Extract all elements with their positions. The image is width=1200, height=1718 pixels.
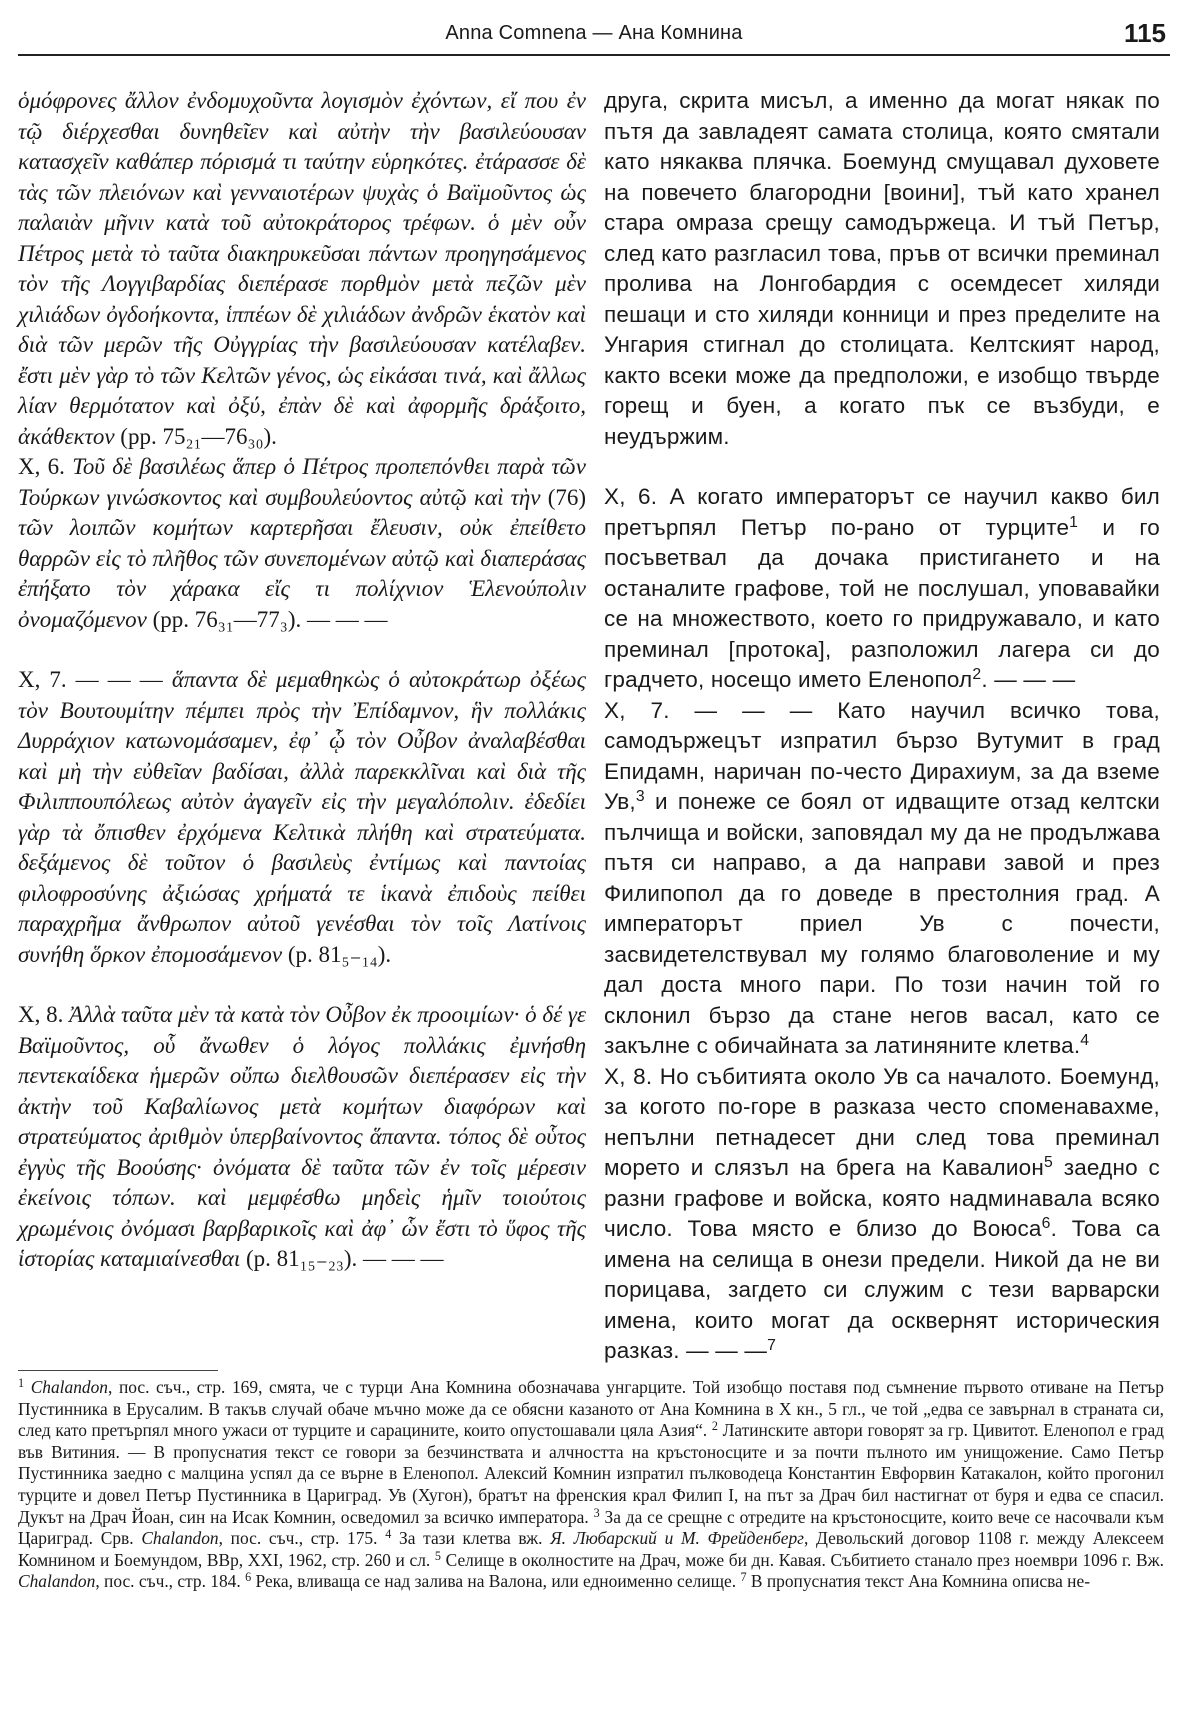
footnote-marker[interactable]: 1 — [1069, 513, 1079, 531]
greek-column — [18, 86, 586, 1275]
translation-paragraph-3 — [604, 696, 1160, 1062]
author-name: Я. Любарский и М. Фрейденберг — [550, 1528, 804, 1549]
greek-paragraph-2 — [18, 452, 586, 635]
translation-text: и понеже се боял от идващите отзад келтски пълчища и войски, заповядал му да не продължава пътя си направо, а да направи завой и през Филипопол да го доведе в престолния град. А императорът приел Ув с почести, засвидетелствувал му голямо благоволение и му дал доста много пари. По този начин той го склонил бързо да стане негов васал, като се закълне с обичайната за латиняните клетва. — [604, 789, 1160, 1058]
greek-text: τῶν λοιπῶν κομήτων καρτερῆσαι ἔλευσιν, οὐκ ἐπείθετο θαρρῶν εἰς τὸ πλῆθος τῶν συνεπομένων αὐτῷ καὶ διαπεράσας ἐπήξατο τὸν χάρακα εἴς τι πολίχνιον Ἑλενούπολιν ὀνομαζόμενον — [18, 515, 586, 632]
footnote-number: 5 — [434, 1548, 441, 1563]
page-number: 115 — [1124, 18, 1166, 48]
greek-paragraph-1 — [18, 86, 586, 452]
footnote-text: В пропуснатия текст Ана Комнина описва не- — [750, 1571, 1090, 1592]
footnote-marker[interactable]: 3 — [635, 788, 645, 806]
footnote-marker[interactable]: 5 — [1043, 1154, 1053, 1172]
footnote-number: 3 — [593, 1505, 600, 1520]
translation-paragraph-2 — [604, 482, 1160, 696]
footnote-rule — [18, 1370, 218, 1371]
footnote-text: , пос. съч., стр. 184. — [95, 1571, 241, 1592]
section-label: X, 6. — [18, 454, 65, 479]
footnote-number: 2 — [711, 1419, 718, 1434]
footnote-6 — [245, 1571, 740, 1591]
paragraph-gap — [18, 635, 586, 665]
footnote-7 — [740, 1571, 1090, 1591]
footnote-marker[interactable]: 7 — [767, 1337, 777, 1355]
footnote-text: Селище в околностите на Драч, може би дн. Кавая. Събитието станало през ноември 1096 г. Вж. — [445, 1549, 1164, 1570]
footnote-number: 4 — [385, 1527, 392, 1542]
page-reference: (p. 81₅₋₁₄). — [287, 941, 392, 967]
footnote-text: За да се срещне с отредите на кръстоносците, които вече се насочвали към Цариград. Срв. — [18, 1506, 1164, 1549]
translation-text: . — — — — [981, 667, 1076, 692]
page-reference: (pp. 75₂₁—76₃₀). — [120, 423, 277, 449]
paragraph-gap — [604, 452, 1160, 482]
translation-text: заедно с разни графове и войска, която надминавала всяко число. Това място е близо до Воюса — [604, 1155, 1161, 1241]
translation-text: X, 6. А когато императорът се научил какво бил претърпял Петър по-рано от турците — [604, 484, 1160, 540]
footnote-text: , Девольский договор 1108 г. между Алексеем Комнином и Боемундом, ВВр, XXI, 1962, стр. 260 и сл. — [18, 1528, 1164, 1570]
translation-text: . Това са имена на селища в онези предели. Никой да не ви порицава, загдето си служим с тези варварски имена, които могат да осквернят историческия разказ. — — — — [604, 1216, 1160, 1363]
translation-text: и го посъветвал да дочака пристигането и на останалите графове, той не послушал, уповавайки се на множеството, което го придружавало, и като преминал [протока], разположил лагера си до градчето, носещо името Еленопол — [604, 514, 1160, 692]
footnote-marker[interactable]: 6 — [1041, 1215, 1051, 1233]
footnote-text: За тази клетва вж. — [399, 1528, 543, 1549]
greek-text: ἅπαντα δὲ μεμαθηκὼς ὁ αὐτοκράτωρ ὀξέως τὸν Βουτουμίτην πέμπει πρὸς τὴν Ἐπίδαμνον, ἣν πολλάκις Δυρράχιον κατωνομάσαμεν, ἐφ᾽ ᾧ τὸν Οὖβον ἀναλαβέσθαι καὶ μὴ τὴν εὐθεῖαν βαδίσαι, ἀλλὰ παρεκκλῖναι καὶ διὰ τῆς Φιλιππουπόλεως αὐτὸν ἀγαγεῖν εἰς τὴν μεγαλόπολιν. ἐδεδίει γὰρ τὰ ὄπισθεν ἐρχόμενα Κελτικὰ πλήθη καὶ στρατεύματα. δεξάμενος δὲ τοῦτον ὁ βασιλεὺς ἐντίμως καὶ παντοίας φιλοφροσύνης ἀξιώσας χρήματά τε ἱκανὰ ἐπιδοὺς πείθει παραχρῆμα ἄνθρωπον αὐτοῦ γενέσθαι τὸν τοῖς Λατίνοις συνήθη ὅρκον ἐπομοσάμενον — [18, 667, 586, 967]
footnote-text: , пос. съч., стр. 169, смята, че с турци Ана Комнина обозначава унгарците. Той изобщо поставя под съмнение първото отиване на Петър Пустинника в Ерусалим. В такъв случай обаче мъчно може да се обясни казаното от Ана Комнина в X кн., 5 гл., че той „едва се завърнал в страната си, след като претърпял много ужаси от турците и сарацините, които опустошавали цяла Азия“. — [18, 1377, 1164, 1441]
footnote-number: 1 — [18, 1375, 25, 1390]
section-label: X, 7. — — — — [18, 667, 163, 692]
author-name: Chalandon — [30, 1377, 108, 1397]
page-reference: (pp. 76₃₁—77₃). — — — — [152, 606, 388, 632]
footnote-text: Река, вливаща се над залива на Валона, или едноименно селище. — [255, 1571, 737, 1592]
footnote-marker[interactable]: 4 — [1080, 1032, 1090, 1050]
footnote-text: Латинските автори говорят за гр. Цивитот. Еленопол е град във Витиния. — В пропуснатия текст се говори за безчинствата и алчността на кръстоносците и за почти пълното им унищожение. Само Петър Пустинника заедно с малцина успял да се върне в Еленопол. Алексий Комнин изпратил пълководеца Константин Евфорвин Катакалон, който прогонил турците и довел Петър Пустинника в Цариград. Ув (Хугон), братът на френския крал Филип I, на път за Драч бил настигнат от буря и едва се спасил. Дукът на Драч Йоан, син на Исак Комнин, осведомил за всичко императора. — [18, 1420, 1165, 1527]
page-marker: (76) — [547, 484, 587, 510]
footnotes — [18, 1370, 1164, 1593]
greek-paragraph-3 — [18, 665, 586, 970]
greek-text: ὁμόφρονες ἄλλον ἐνδομυχοῦντα λογισμὸν ἐχόντων, εἴ που ἐν τῷ διέρχεσθαι δυνηθεῖεν καὶ αὐτὴν τὴν βασιλεύουσαν κατασχεῖν καθάπερ πόρισμά τι ταύτην εὑρηκότες. ἐτάρασσε δὲ τὰς τῶν πλειόνων καὶ γενναιοτέρων ψυχὰς ὁ Βαϊμοῦντος ὡς παλαιὰν μῆνιν κατὰ τοῦ αὐτοκράτορος τρέφων. ὁ μὲν οὖν Πέτρος μετὰ τὸ ταῦτα διακηρυκεῦσαι πάντων προηγησάμενος τὸν τῆς Λογγιβαρδίας διεπέρασε πορθμὸν μετὰ πεζῶν μὲν χιλιάδων ὀγδοήκοντα, ἱππέων δὲ χιλιάδων ἀνδρῶν ἑκατὸν καὶ διὰ τῶν μερῶν τῆς Οὐγγρίας τὴν βασιλεύουσαν κατέλαβεν. ἔστι μὲν γὰρ τὸ τῶν Κελτῶν γένος, ὡς εἰκάσαι τινά, καὶ ἄλλως λίαν θερμότατον καὶ ὀξύ, ἐπὰν δὲ καὶ ἀφορμῆς δράξοιτο, ἀκάθεκτον — [18, 88, 586, 449]
translation-column — [604, 86, 1160, 1367]
running-header — [18, 18, 1170, 56]
translation-text: X, 7. — — — Като научил всичко това, самодържецът изпратил бързо Вутумит в град Епидамн, наричан по-често Дирахиум, за да вземе Ув, — [604, 697, 1160, 814]
footnote-number: 6 — [245, 1570, 252, 1585]
running-title: Anna Comnena — Ана Комнина — [445, 22, 743, 44]
footnote-number: 7 — [740, 1570, 747, 1585]
translation-paragraph-1: друга, скрита мисъл, а именно да могат някак по пътя да завладеят самата столица, която смятали като някаква плячка. Боемунд смущавал духовете на повечето благородни [воини], тъй като хранел стара омраза срещу самодържеца. И тъй Петър, след като разгласил това, пръв от всички преминал пролива на Лонгобардия с осемдесет хиляди пешаци и сто хиляди конници и през пределите на Унгария стигнал до столицата. Келтският народ, както всеки може да предположи, е изобщо твърде горещ и буен, а когато пък се възбуди, е неудържим. — [604, 88, 1160, 449]
translation-text: X, 8. Но събитията около Ув са началото. Боемунд, за когото по-горе в разказа често споменавахме, непълни петнадесет дни след това преминал морето и слязъл на брега на Кавалион — [604, 1063, 1160, 1180]
author-name: Chalandon — [141, 1528, 219, 1549]
paragraph-gap — [18, 970, 586, 1000]
author-name: Chalandon — [18, 1571, 96, 1592]
footnote-marker[interactable]: 2 — [972, 666, 982, 684]
footnote-text: , пос. съч., стр. 175. — [218, 1528, 378, 1549]
translation-paragraph-4 — [604, 1062, 1160, 1367]
section-label: X, 8. — [18, 1002, 64, 1027]
greek-paragraph-4 — [18, 1000, 586, 1275]
greek-text: Τοῦ δὲ βασιλέως ἅπερ ὁ Πέτρος προπεπόνθει παρὰ τῶν Τούρκων γινώσκοντος καὶ συμβουλεύοντος αὐτῷ καὶ τὴν — [18, 454, 586, 510]
greek-text: Ἀλλὰ ταῦτα μὲν τὰ κατὰ τὸν Οὖβον ἐκ προοιμίων· ὁ δέ γε Βαϊμοῦντος, οὗ ἄνωθεν ὁ λόγος πολλάκις ἐμνήσθη πεντεκαίδεκα ἡμερῶν οὔπω διελθουσῶν διεπέρασεν εἰς τὴν ἀκτὴν τοῦ Καβαλίωνος μετὰ κομήτων διαφόρων καὶ στρατεύματος ἀριθμὸν ὑπερβαίνοντος ἅπαντα. τόπος δὲ οὗτος ἐγγὺς τῆς Βοούσης· ὀνόματα δὲ ταῦτα τῶν ἐν τοῖς μέρεσιν ἐκείνοις τόπων. καὶ μεμφέσθω μηδεὶς ἡμῖν τοιούτοις χρωμένοις ὀνόμασι βαρβαρικοῖς καὶ ἀφ᾽ ὧν ἔστι τὸ ὕφος τῆς ἱστορίας καταμιαίνεσθαι — [18, 1002, 587, 1271]
page-reference: (p. 81₁₅₋₂₃). — — — — [246, 1246, 444, 1271]
